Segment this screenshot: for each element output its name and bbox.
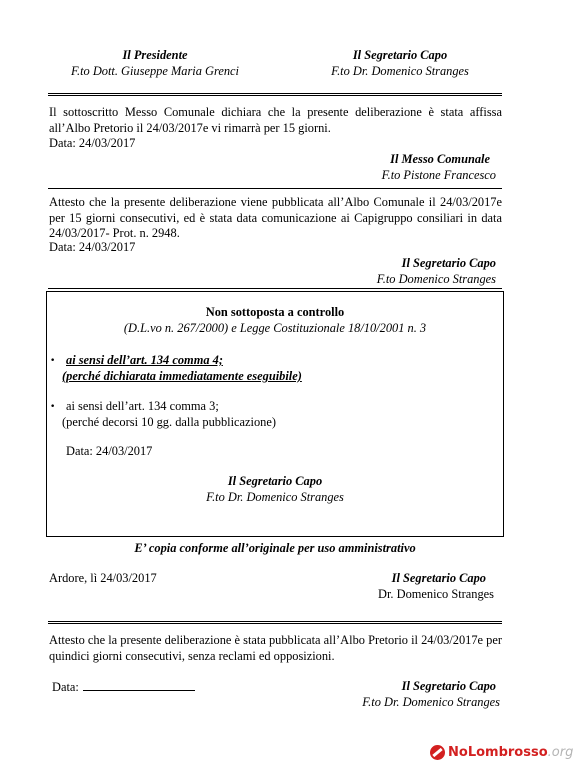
separator-1	[48, 188, 502, 189]
attest-text: Attesto che la presente deliberazione viene pubblicata all’Albo Comunale il 24/03/2017e per 15 giorni consecutivi, ed è stata data comunicazione ai Capigruppo consiliari in data 24/03/2017- Prot. n. 2948.	[49, 195, 502, 241]
publication-date: Data: 24/03/2017	[49, 136, 136, 150]
option-decorsi-line2: (perché decorsi 10 gg. dalla pubblicazione)	[62, 415, 276, 429]
president-title: Il Presidente	[122, 48, 188, 62]
option-immediate-line2: (perché dichiarata immediatamente eseguibile)	[62, 369, 302, 383]
final-signer-title: Il Segretario Capo	[401, 679, 496, 693]
option-decorsi-line1: ai sensi dell’art. 134 comma 3;	[66, 399, 219, 413]
final-signer-name: F.to Dr. Domenico Stranges	[362, 695, 500, 709]
control-signer-name: F.to Dr. Domenico Stranges	[206, 490, 344, 504]
no-sign-icon	[430, 745, 445, 760]
watermark-logo	[430, 743, 573, 763]
conformity-signer-title: Il Segretario Capo	[391, 571, 486, 585]
messo-title: Il Messo Comunale	[390, 152, 490, 166]
attest-date: Data: 24/03/2017	[49, 240, 136, 254]
separator-double-1	[48, 93, 502, 96]
control-signer-title: Il Segretario Capo	[227, 474, 323, 488]
date-blank-line	[83, 679, 195, 691]
messo-name: F.to Pistone Francesco	[381, 168, 496, 182]
president-name: F.to Dott. Giuseppe Maria Grenci	[71, 64, 239, 78]
secretary-title-top: Il Segretario Capo	[352, 48, 448, 62]
bullet-icon: •	[50, 356, 56, 366]
final-date-label: Data:	[52, 680, 79, 694]
publication-text: Il sottoscritto Messo Comunale dichiara che la presente deliberazione è stata affissa all’Albo Pretorio il 24/03/2017e vi rimarrà per 15 giorni.	[49, 105, 502, 135]
bullet-icon: •	[50, 402, 56, 412]
attest-signer-name: F.to Domenico Stranges	[376, 272, 496, 286]
final-date-row	[52, 679, 195, 696]
separator-double-2	[48, 621, 502, 624]
place-date: Ardore, lì 24/03/2017	[49, 571, 157, 585]
conformity-statement: E’ copia conforme all’originale per uso amministrativo	[134, 541, 416, 555]
conformity-signer-name: Dr. Domenico Stranges	[378, 587, 494, 601]
control-subheading: (D.L.vo n. 267/2000) e Legge Costituzionale 18/10/2001 n. 3	[123, 321, 427, 335]
attest-signer-title: Il Segretario Capo	[401, 256, 496, 270]
watermark-text: NoLombrosso.org	[448, 745, 573, 760]
separator-2	[48, 288, 502, 289]
secretary-name-top: F.to Dr. Domenico Stranges	[331, 64, 469, 78]
option-immediate-line1: ai sensi dell’art. 134 comma 4;	[66, 353, 223, 367]
control-heading: Non sottoposta a controllo	[205, 305, 345, 319]
control-date: Data: 24/03/2017	[66, 444, 153, 458]
final-attest-text: Attesto che la presente deliberazione è stata pubblicata all’Albo Pretorio il 24/03/2017e per quindici giorni consecutivi, senza reclami ed opposizioni.	[49, 633, 502, 663]
